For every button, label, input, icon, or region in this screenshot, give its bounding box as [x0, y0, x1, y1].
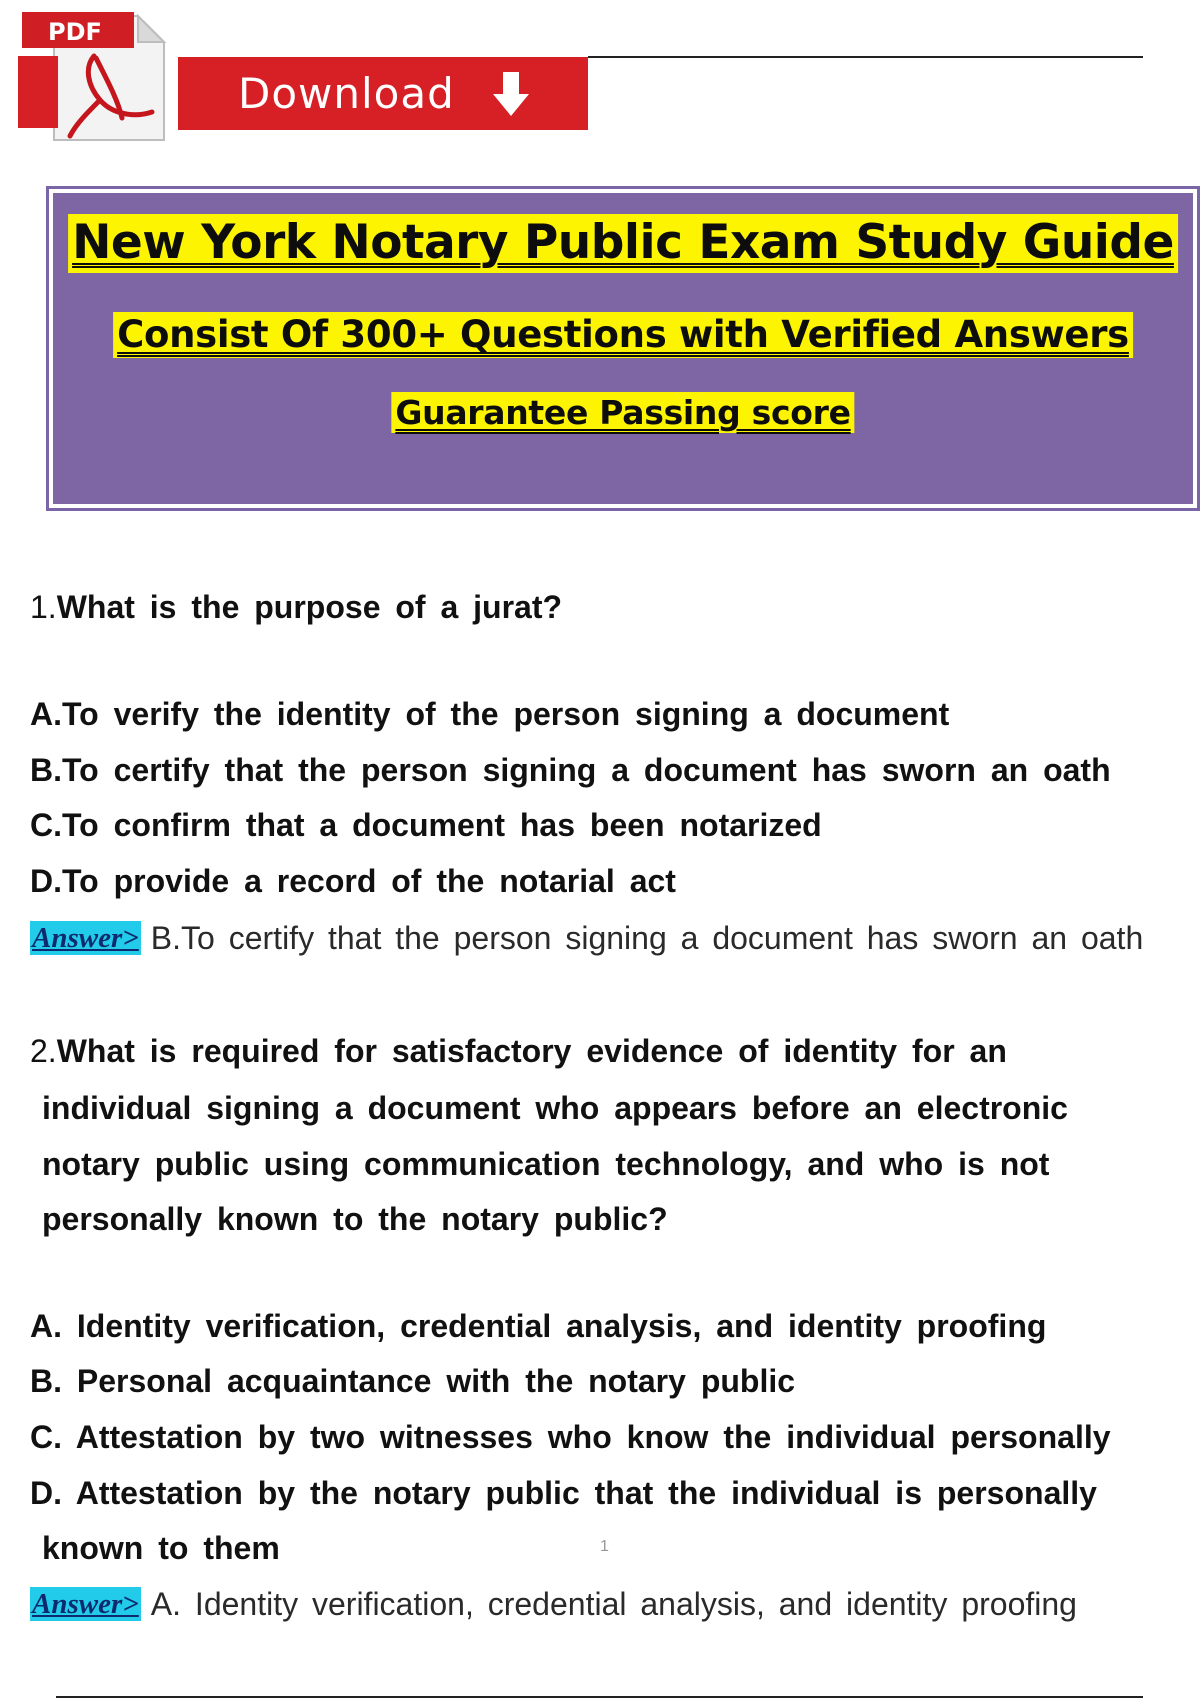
bottom-rule [56, 1696, 1143, 1698]
question-2-option-a: A. Identity verification, credential analysis, and identity proofing [30, 1308, 1047, 1344]
page-number: 1 [600, 1538, 609, 1555]
answer-tag: Answer> [32, 922, 139, 954]
title-box [46, 186, 1200, 511]
question-1-option-b: B.To certify that the person signing a document has sworn an oath [30, 752, 1111, 788]
question-2-answer [30, 1584, 1077, 1624]
question-2-option-c: C. Attestation by two witnesses who know the individual personally [30, 1419, 1111, 1455]
question-number: 2. [30, 1033, 57, 1069]
answer-text: B.To certify that the person signing a document has sworn an oath [150, 920, 1144, 956]
document-subtitle: Consist Of 300+ Questions with Verified Answers [113, 312, 1133, 358]
download-label: Download [238, 69, 455, 118]
question-2-line: notary public using communication technology, and who is not [42, 1146, 1050, 1182]
answer-text: A. Identity verification, credential analysis, and identity proofing [150, 1586, 1077, 1622]
question-number: 1. [30, 589, 57, 625]
question-1-answer [30, 918, 1143, 958]
question-2-option-b: B. Personal acquaintance with the notary public [30, 1363, 796, 1399]
question-1-option-c: C.To confirm that a document has been notarized [30, 807, 822, 843]
question-1-option-d: D.To provide a record of the notarial act [30, 863, 676, 899]
question-2-line [30, 1031, 1007, 1071]
download-arrow-icon [491, 70, 531, 118]
pdf-label: PDF [48, 18, 102, 46]
download-button[interactable] [178, 57, 588, 130]
question-2-option-d-cont: known to them [42, 1530, 280, 1566]
document-tagline: Guarantee Passing score [391, 392, 854, 433]
answer-tag: Answer> [32, 1588, 139, 1620]
top-rule [588, 56, 1143, 58]
question-2-option-d: D. Attestation by the notary public that the individual is personally [30, 1475, 1097, 1511]
document-title: New York Notary Public Exam Study Guide [68, 214, 1178, 273]
pdf-file-icon[interactable] [18, 8, 178, 144]
question-1-line [30, 587, 562, 627]
title-panel [53, 193, 1193, 504]
question-text: What is required for satisfactory evidence of identity for an [56, 1033, 1007, 1069]
question-2-line: personally known to the notary public? [42, 1201, 668, 1237]
question-2-line: individual signing a document who appears before an electronic [42, 1090, 1068, 1126]
question-text: What is the purpose of a jurat? [56, 589, 563, 625]
question-1-option-a: A.To verify the identity of the person signing a document [30, 696, 950, 732]
